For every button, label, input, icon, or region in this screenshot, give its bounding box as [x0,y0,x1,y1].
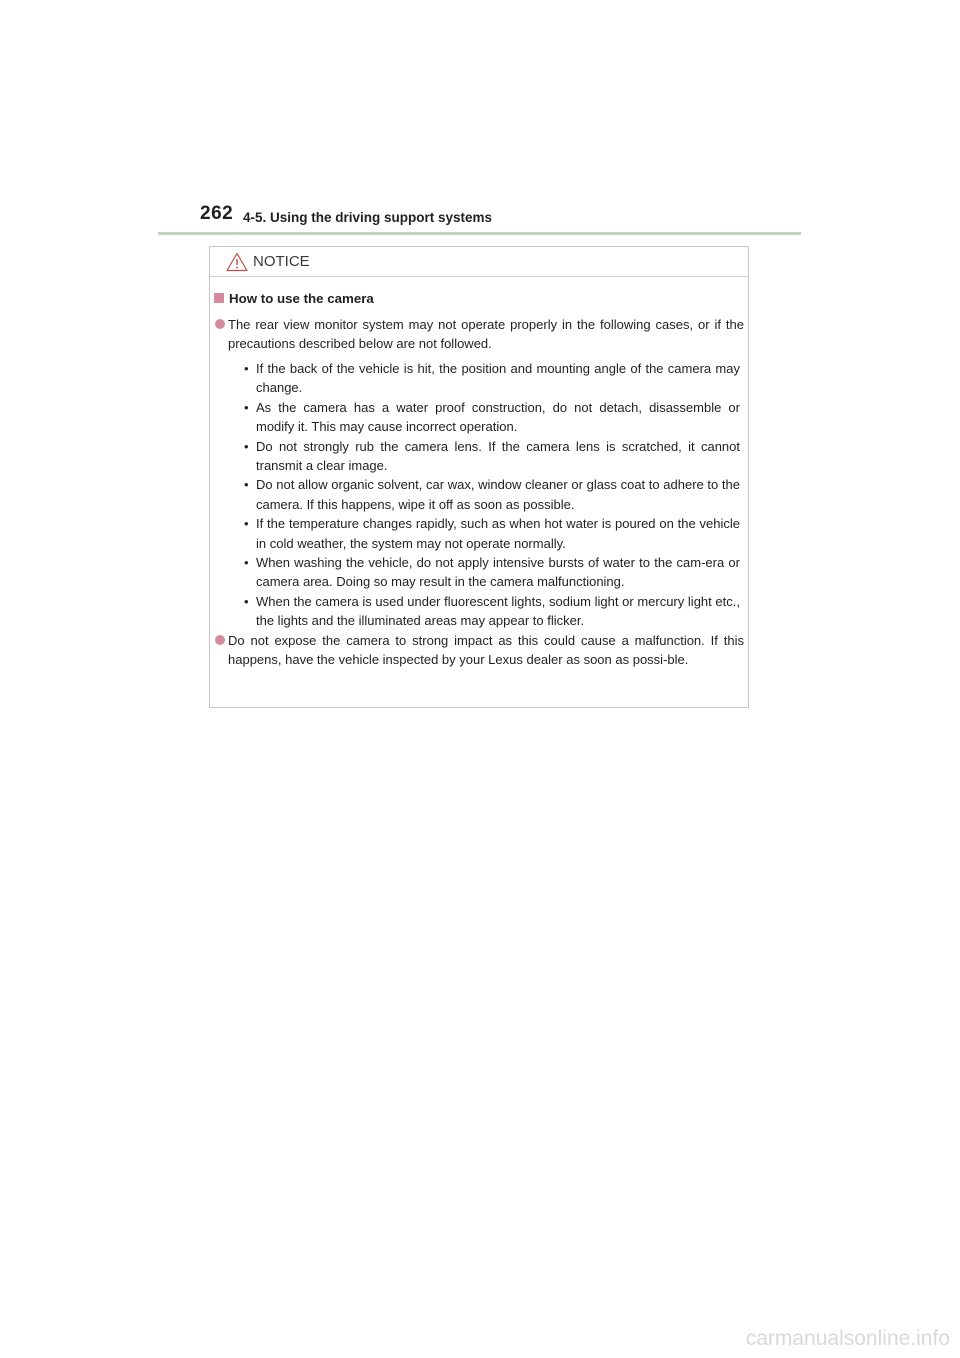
circle-bullet-icon [215,319,225,329]
notice-label: NOTICE [253,253,310,270]
list-marker: • [244,361,249,376]
list-item [244,398,740,437]
notice-box [209,246,749,708]
list-item [244,437,740,476]
list-marker: • [244,399,249,415]
list-marker: • [244,438,249,454]
sub-list [244,359,740,631]
list-item [244,514,740,553]
square-bullet-icon [214,293,224,303]
bullet-paragraph [215,631,744,670]
list-item [244,592,740,631]
page-header [0,0,960,240]
notice-heading [214,289,374,308]
bullet-text: Do not expose the camera to strong impact as this could cause a malfunction. If this happens, have the vehicle inspected by your Lexus dealer as soon as possi-ble. [228,633,744,668]
circle-bullet-icon [215,635,225,645]
watermark: carmanualsonline.info [745,1327,950,1350]
notice-heading-text: How to use the camera [229,291,374,306]
list-item-text: If the back of the vehicle is hit, the position and mounting angle of the camera may change. [256,361,740,396]
list-marker: • [244,593,249,609]
list-item [244,359,740,398]
warning-triangle-icon [226,252,248,272]
list-item-text: If the temperature changes rapidly, such as when hot water is poured on the vehicle in cold weather, the system may not operate normally. [256,516,740,551]
list-item-text: Do not strongly rub the camera lens. If the camera lens is scratched, it cannot transmit a clear image. [256,438,740,474]
list-item [244,475,740,514]
list-marker: • [244,477,249,493]
bullet-text: The rear view monitor system may not operate properly in the following cases, or if the precautions described below are not followed. [228,317,744,352]
header-divider [158,232,801,235]
list-marker: • [244,555,249,571]
bullet-paragraph [215,315,744,354]
list-item-text: When the camera is used under fluorescent lights, sodium light or mercury light etc., the lights and the illuminated areas may appear to flicker. [256,593,740,629]
list-item-text: As the camera has a water proof construction, do not detach, disassemble or modify it. This may cause incorrect operation. [256,399,740,435]
notice-header [210,247,748,277]
list-marker: • [244,516,249,532]
list-item [244,553,740,592]
section-title: 4-5. Using the driving support systems [243,210,493,225]
list-item-text: Do not allow organic solvent, car wax, window cleaner or glass coat to adhere to the camera. If this happens, wipe it off as soon as possible. [256,477,740,512]
list-item-text: When washing the vehicle, do not apply intensive bursts of water to the cam-era or camera area. Doing so may result in the camera malfunctioning. [256,555,740,590]
page-number: 262 [200,203,234,224]
